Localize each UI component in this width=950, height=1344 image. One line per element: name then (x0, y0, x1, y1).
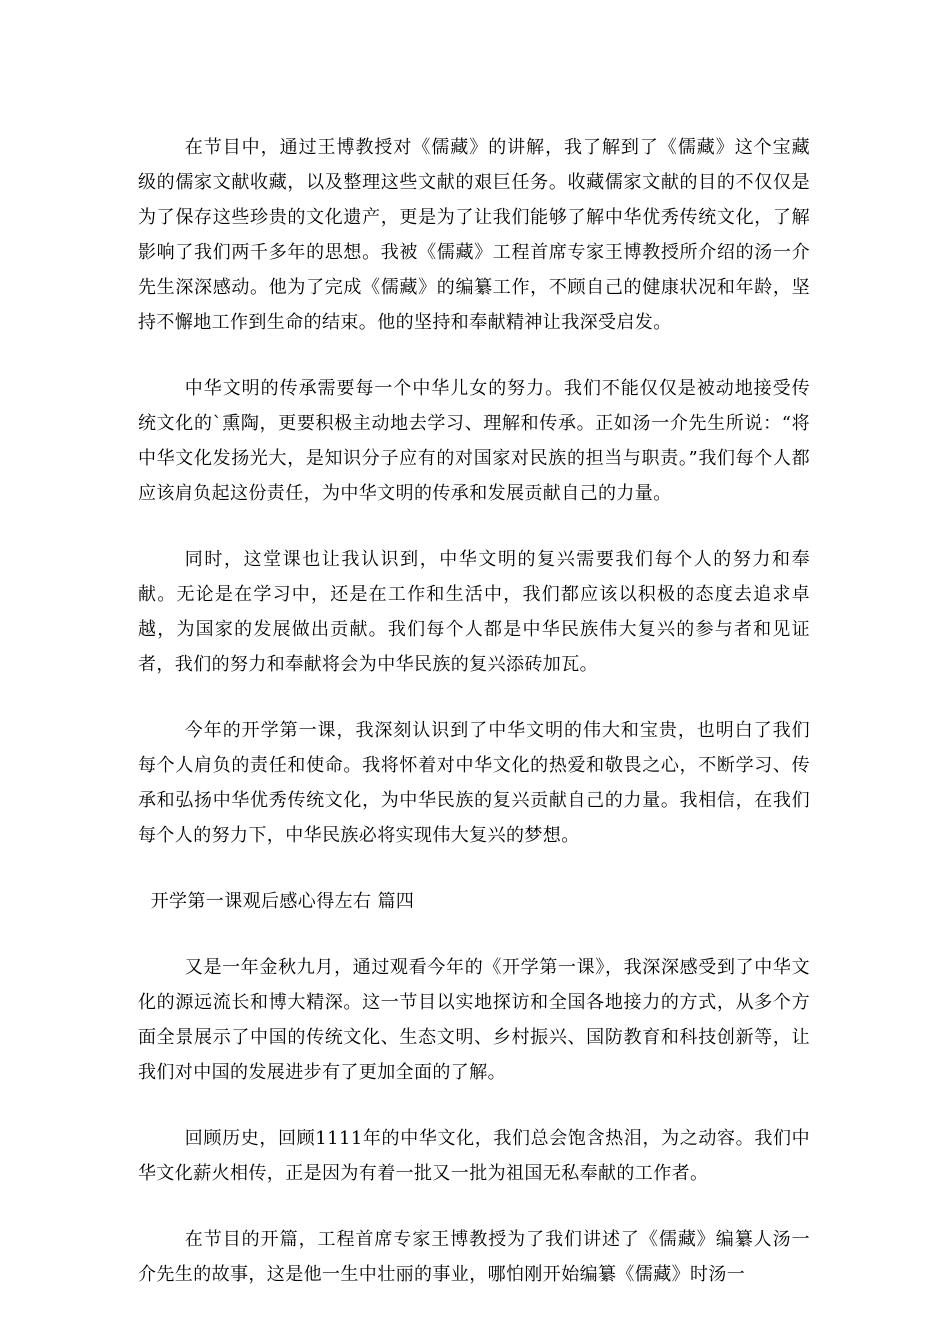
paragraph-3: 同时，这堂课也让我认识到，中华文明的复兴需要我们每个人的努力和奉献。无论是在学习中，还是在工作和生活中，我们都应该以积极的态度去追求卓越，为国家的发展做出贡献。我们每个人都是中华民族伟大复兴的参与者和见证者，我们的努力和奉献将会为中华民族的复兴添砖加瓦。 (138, 549, 810, 675)
paragraph-1: 在节目中，通过王博教授对《儒藏》的讲解，我了解到了《儒藏》这个宝藏级的儒家文献收藏，以及整理这些文献的艰巨任务。收藏儒家文献的目的不仅仅是为了保存这些珍贵的文化遗产，更是为了让我们能够了解中华优秀传统文化，了解影响了我们两千多年的思想。我被《儒藏》工程首席专家王博教授所介绍的汤一介先生深深感动。他为了完成《儒藏》的编纂工作，不顾自己的健康状况和年龄，坚持不懈地工作到生命的结束。他的坚持和奉献精神让我深受启发。 (138, 137, 810, 333)
paragraph-2: 中华文明的传承需要每一个中华儿女的努力。我们不能仅仅是被动地接受传统文化的`熏陶，更要积极主动地去学习、理解和传承。正如汤一介先生所说：“将中华文化发扬光大，是知识分子应有的对国家对民族的担当与职责。”我们每个人都应该肩负起这份责任，为中华文明的传承和发展贡献自己的力量。 (138, 378, 810, 504)
paragraph-5: 又是一年金秋九月，通过观看今年的《开学第一课》，我深深感受到了中华文化的源远流长和博大精深。这一节目以实地探访和全国各地接力的方式，从多个方面全景展示了中国的传统文化、生态文明、乡村振兴、国防教育和科技创新等，让我们对中国的发展进步有了更加全面的了解。 (138, 957, 810, 1083)
paragraph-7: 在节目的开篇，工程首席专家王博教授为了我们讲述了《儒藏》编纂人汤一介先生的故事，这是他一生中壮丽的事业，哪怕刚开始编纂《儒藏》时汤一 (138, 1229, 810, 1285)
paragraph-6: 回顾历史，回顾1111年的中华文化，我们总会饱含热泪，为之动容。我们中华文化薪火相传，正是因为有着一批又一批为祖国无私奉献的工作者。 (138, 1128, 810, 1184)
paragraph-4: 今年的开学第一课，我深刻认识到了中华文明的伟大和宝贵，也明白了我们每个人肩负的责任和使命。我将怀着对中华文化的热爱和敬畏之心，不断学习、传承和弘扬中华优秀传统文化，为中华民族的复兴贡献自己的力量。我相信，在我们每个人的努力下，中华民族必将实现伟大复兴的梦想。 (138, 720, 810, 846)
document-body (138, 130, 810, 1323)
section-heading: 开学第一课观后感心得左右 篇四 (150, 891, 415, 912)
